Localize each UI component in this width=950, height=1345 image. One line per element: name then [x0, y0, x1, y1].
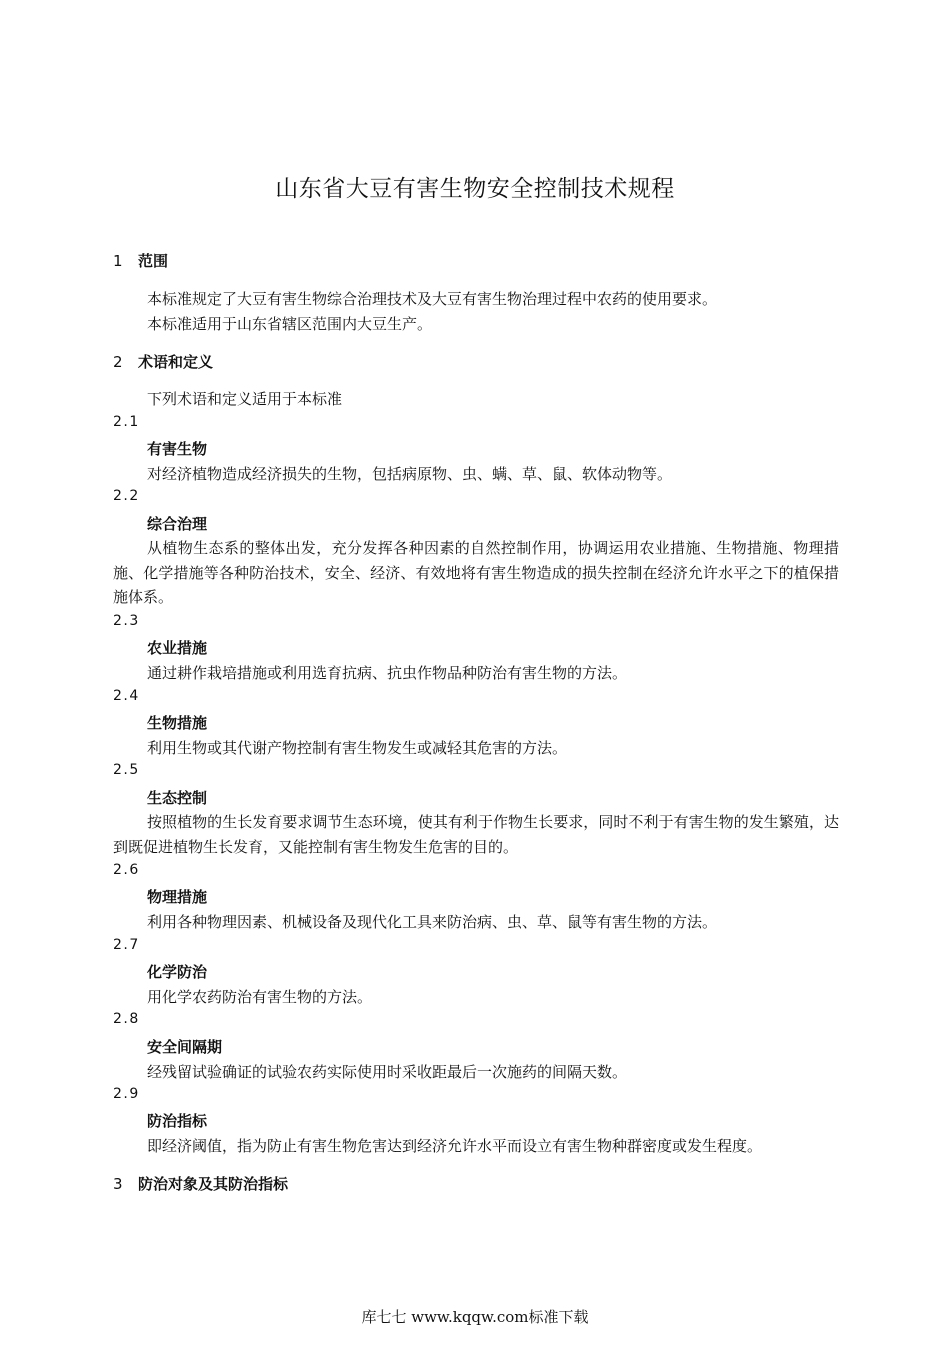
section-number: 1	[113, 252, 123, 270]
section-title: 术语和定义	[138, 353, 214, 371]
term-definition: 即经济阈值，指为防止有害生物危害达到经济允许水平而设立有害生物种群密度或发生程度。	[147, 1137, 763, 1155]
clause-number: 2.4	[113, 688, 140, 704]
footer-watermark: 库七七 www.kqqw.com标准下载	[361, 1308, 589, 1326]
term-title: 农业措施	[147, 639, 208, 657]
section-number: 2	[113, 353, 123, 371]
section-heading	[113, 250, 168, 271]
paragraph: 本标准规定了大豆有害生物综合治理技术及大豆有害生物治理过程中农药的使用要求。	[147, 290, 718, 308]
clause-number: 2.1	[113, 414, 140, 430]
clause-number: 2.6	[113, 862, 140, 878]
term-definition: 通过耕作栽培措施或利用选育抗病、抗虫作物品种防治有害生物的方法。	[147, 664, 628, 682]
clause-number: 2.3	[113, 613, 140, 629]
paragraph: 下列术语和定义适用于本标准	[147, 390, 343, 408]
term-title: 有害生物	[147, 440, 208, 458]
clause-number: 2.9	[113, 1086, 140, 1102]
term-definition: 经残留试验确证的试验农药实际使用时采收距最后一次施药的间隔天数。	[147, 1063, 628, 1081]
section-title: 范围	[138, 252, 169, 270]
term-title: 生物措施	[147, 714, 208, 732]
term-title: 生态控制	[147, 789, 208, 807]
section-heading	[113, 351, 213, 372]
section-number: 3	[113, 1175, 123, 1193]
term-title: 化学防治	[147, 963, 208, 981]
clause-number: 2.5	[113, 762, 140, 778]
clause-number: 2.7	[113, 937, 140, 953]
section-heading	[113, 1173, 288, 1194]
clause-number: 2.2	[113, 488, 140, 504]
paragraph: 本标准适用于山东省辖区范围内大豆生产。	[147, 315, 433, 333]
term-definition: 利用各种物理因素、机械设备及现代化工具来防治病、虫、草、鼠等有害生物的方法。	[147, 913, 718, 931]
term-title: 安全间隔期	[147, 1038, 223, 1056]
term-title: 防治指标	[147, 1112, 208, 1130]
term-title: 物理措施	[147, 888, 208, 906]
term-definition: 用化学农药防治有害生物的方法。	[147, 988, 373, 1006]
term-title: 综合治理	[147, 515, 208, 533]
section-title: 防治对象及其防治指标	[138, 1175, 289, 1193]
term-definition: 从植物生态系的整体出发，充分发挥各种因素的自然控制作用，协调运用农业措施、生物措施、物理措施、化学措施等各种防治技术，安全、经济、有效地将有害生物造成的损失控制在经济允许水平之下的植保措施体系。	[113, 539, 839, 606]
clause-number: 2.8	[113, 1011, 140, 1027]
term-definition: 对经济植物造成经济损失的生物，包括病原物、虫、螨、草、鼠、软体动物等。	[147, 465, 673, 483]
term-definition: 按照植物的生长发育要求调节生态环境，使其有利于作物生长要求，同时不利于有害生物的发生繁殖，达到既促进植物生长发育，又能控制有害生物发生危害的目的。	[113, 813, 839, 856]
term-definition: 利用生物或其代谢产物控制有害生物发生或减轻其危害的方法。	[147, 739, 568, 757]
document-title: 山东省大豆有害生物安全控制技术规程	[275, 176, 675, 202]
